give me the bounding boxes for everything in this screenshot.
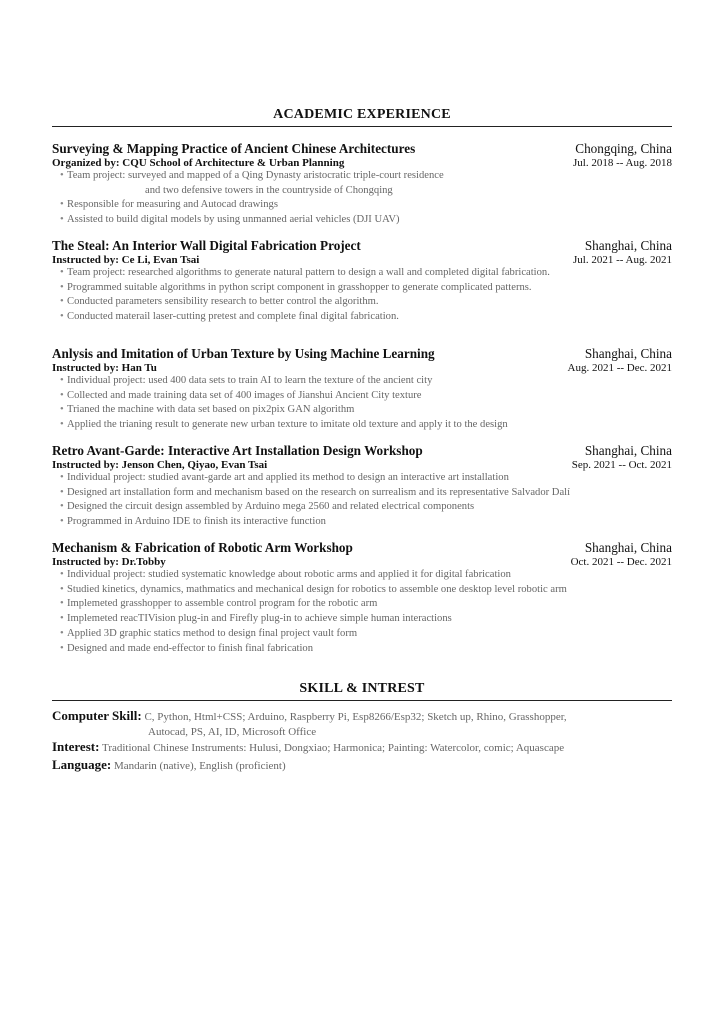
bullet-item: • Assisted to build digital models by using unmanned aerial vehicles (DJI UAV): [60, 213, 672, 228]
academic-section: [52, 107, 672, 667]
bullet-item: • Team project: surveyed and mapped of a Qing Dynasty aristocratic triple-court residence: [60, 169, 672, 184]
entry-date: Oct. 2021 -- Dec. 2021: [570, 556, 672, 568]
language-row: [52, 757, 672, 774]
entry-organizer: Instructed by: Han Tu: [52, 362, 157, 374]
entry-date: Sep. 2021 -- Oct. 2021: [571, 459, 672, 471]
entry-bullets: [52, 471, 672, 530]
bullet-item: • Programmed suitable algorithms in python script component in grasshopper to generate complicated patterns.: [60, 281, 672, 296]
bullet-item: • Applied 3D graphic statics method to design final project vault form: [60, 627, 672, 642]
section-heading-skills: SKILL & INTREST: [52, 681, 672, 701]
entry-date: Aug. 2021 -- Dec. 2021: [567, 362, 672, 374]
bullet-item: • Responsible for measuring and Autocad drawings: [60, 198, 672, 213]
experience-entry: [52, 141, 672, 228]
bullet-item: • Conducted parameters sensibility research to better control the algorithm.: [60, 295, 672, 310]
entry-organizer: Instructed by: Ce Li, Evan Tsai: [52, 254, 200, 266]
bullet-item: • Studied kinetics, dynamics, mathmatics and mechanical design for robotics to assemble one desktop level robotic arm: [60, 583, 672, 598]
experience-entry: [52, 443, 672, 530]
entry-bullets: [52, 374, 672, 433]
language-label: Language:: [52, 757, 112, 772]
bullet-item: • Collected and made training data set of 400 images of Jianshui Ancient City texture: [60, 389, 672, 404]
interest-value: Traditional Chinese Instruments: Hulusi, Dongxiao; Harmonica; Painting: Watercolor, comic; Aquascape: [101, 742, 565, 754]
bullet-item: • Conducted materail laser-cutting pretest and complete final digital fabrication.: [60, 310, 672, 325]
bullet-item: • Implemeted reacTIVision plug-in and Firefly plug-in to achieve simple human interactions: [60, 612, 672, 627]
entry-bullets: [52, 266, 672, 325]
entry-title: Surveying & Mapping Practice of Ancient Chinese Architectures: [52, 141, 416, 156]
bullet-item: • Individual project: studied avant-garde art and applied its method to design an interactive art installation: [60, 471, 672, 486]
entry-date: Jul. 2021 -- Aug. 2021: [573, 254, 672, 266]
bullet-item: • Team project: researched algorithms to generate natural pattern to design a wall and completed digital fabrication.: [60, 266, 672, 281]
entry-location: Shanghai, China: [584, 540, 672, 555]
language-value: Mandarin (native), English (proficient): [113, 760, 286, 772]
bullet-item: • Designed art installation form and mechanism based on the research on surrealism and its representative Salvador Dalí: [60, 486, 672, 501]
entry-organizer: Organized by: CQU School of Architecture & Urban Planning: [52, 157, 345, 169]
computer-skill-label: Computer Skill:: [52, 708, 142, 723]
experience-entry: [52, 238, 672, 325]
entry-date: Jul. 2018 -- Aug. 2018: [573, 157, 672, 169]
bullet-item: • Applied the trianing result to generate new urban texture to imitate old texture and apply it to the design: [60, 418, 672, 433]
bullet-item: • Individual project: used 400 data sets to train AI to learn the texture of the ancient city: [60, 374, 672, 389]
bullet-item: • Implemeted grasshopper to assemble control program for the robotic arm: [60, 597, 672, 612]
entry-location: Shanghai, China: [584, 346, 672, 361]
skills-section: [52, 681, 672, 781]
computer-skill-value: C, Python, Html+CSS; Arduino, Raspberry Pi, Esp8266/Esp32; Sketch up, Rhino, Grasshopper,: [144, 711, 567, 723]
entry-title: Retro Avant-Garde: Interactive Art Installation Design Workshop: [52, 443, 423, 458]
entry-location: Shanghai, China: [584, 238, 672, 253]
experience-entry: [52, 540, 672, 656]
bullet-continuation: and two defensive towers in the countryside of Chongqing: [145, 184, 393, 196]
entry-title: The Steal: An Interior Wall Digital Fabrication Project: [52, 238, 361, 253]
bullet-item: • Designed the circuit design assembled by Arduino mega 2560 and related electrical components: [60, 500, 672, 515]
entry-organizer: Instructed by: Dr.Tobby: [52, 556, 166, 568]
entry-bullets: [52, 169, 672, 228]
computer-skill-value-cont: Autocad, PS, AI, ID, Microsoft Office: [148, 726, 317, 738]
computer-skill-row: [52, 708, 672, 740]
interest-label: Interest:: [52, 739, 100, 754]
bullet-item: • Trianed the machine with data set based on pix2pix GAN algorithm: [60, 403, 672, 418]
entry-location: Shanghai, China: [584, 443, 672, 458]
entry-title: Anlysis and Imitation of Urban Texture by Using Machine Learning: [52, 346, 435, 361]
bullet-item: • Individual project: studied systematic knowledge about robotic arms and applied it for digital fabrication: [60, 568, 672, 583]
entry-bullets: [52, 568, 672, 656]
section-heading-academic: ACADEMIC EXPERIENCE: [52, 107, 672, 127]
bullet-item: • Programmed in Arduino IDE to finish its interactive function: [60, 515, 672, 530]
entry-location: Chongqing, China: [575, 141, 672, 156]
entry-organizer: Instructed by: Jenson Chen, Qiyao, Evan Tsai: [52, 459, 268, 471]
bullet-item: • Designed and made end-effector to finish final fabrication: [60, 642, 672, 657]
experience-entry: [52, 346, 672, 433]
entry-title: Mechanism & Fabrication of Robotic Arm Workshop: [52, 540, 353, 555]
interest-row: [52, 739, 672, 756]
